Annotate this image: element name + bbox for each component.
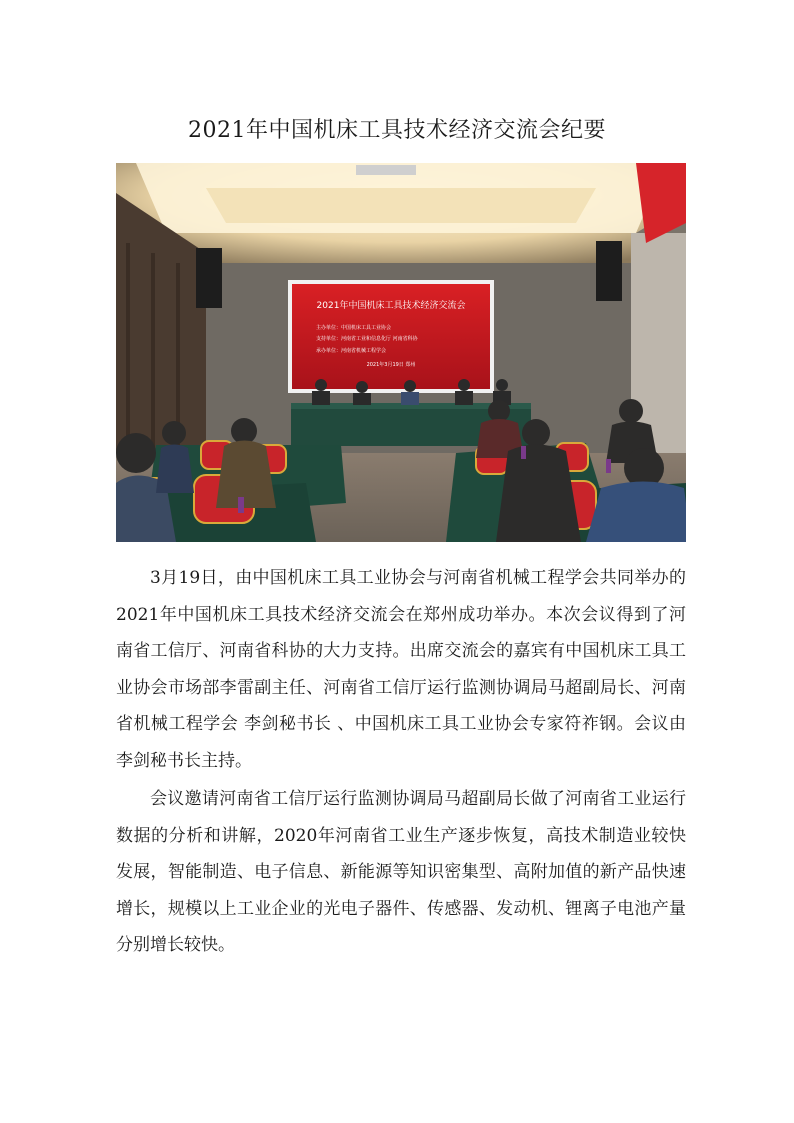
- screen-line-2: 支持单位：河南省工业和信息化厅 河南省科协: [316, 336, 418, 342]
- conference-photo: [116, 163, 686, 542]
- screen-line-3: 承办单位：河南省机械工程学会: [316, 348, 387, 354]
- screen-date: 2021年3月19日 郑州: [366, 362, 416, 368]
- document-title: 2021年中国机床工具技术经济交流会纪要: [188, 117, 606, 143]
- document-body: [116, 560, 686, 964]
- screen-line-1: 主办单位：中国机床工具工业协会: [316, 325, 392, 331]
- screen-title: 2021年中国机床工具技术经济交流会: [316, 301, 466, 311]
- paragraph-1: 3月19日，由中国机床工具工业协会与河南省机械工程学会共同举办的2021年中国机床工具技术经济交流会在郑州成功举办。本次会议得到了河南省工信厅、河南省科协的大力支持。出席交流会的嘉宾有中国机床工具工业协会市场部李雷副主任、河南省工信厅运行监测协调局马超副局长、河南省机械工程学会 李剑秘书长 、中国机床工具工业协会专家符祚钢。会议由李剑秘书长主持。: [116, 568, 686, 771]
- paragraph-2: 会议邀请河南省工信厅运行监测协调局马超副局长做了河南省工业运行数据的分析和讲解，2020年河南省工业生产逐步恢复，高技术制造业较快发展，智能制造、电子信息、新能源等知识密集型、高附加值的新产品快速增长，规模以上工业企业的光电子器件、传感器、发动机、锂离子电池产量分别增长较快。: [116, 789, 686, 955]
